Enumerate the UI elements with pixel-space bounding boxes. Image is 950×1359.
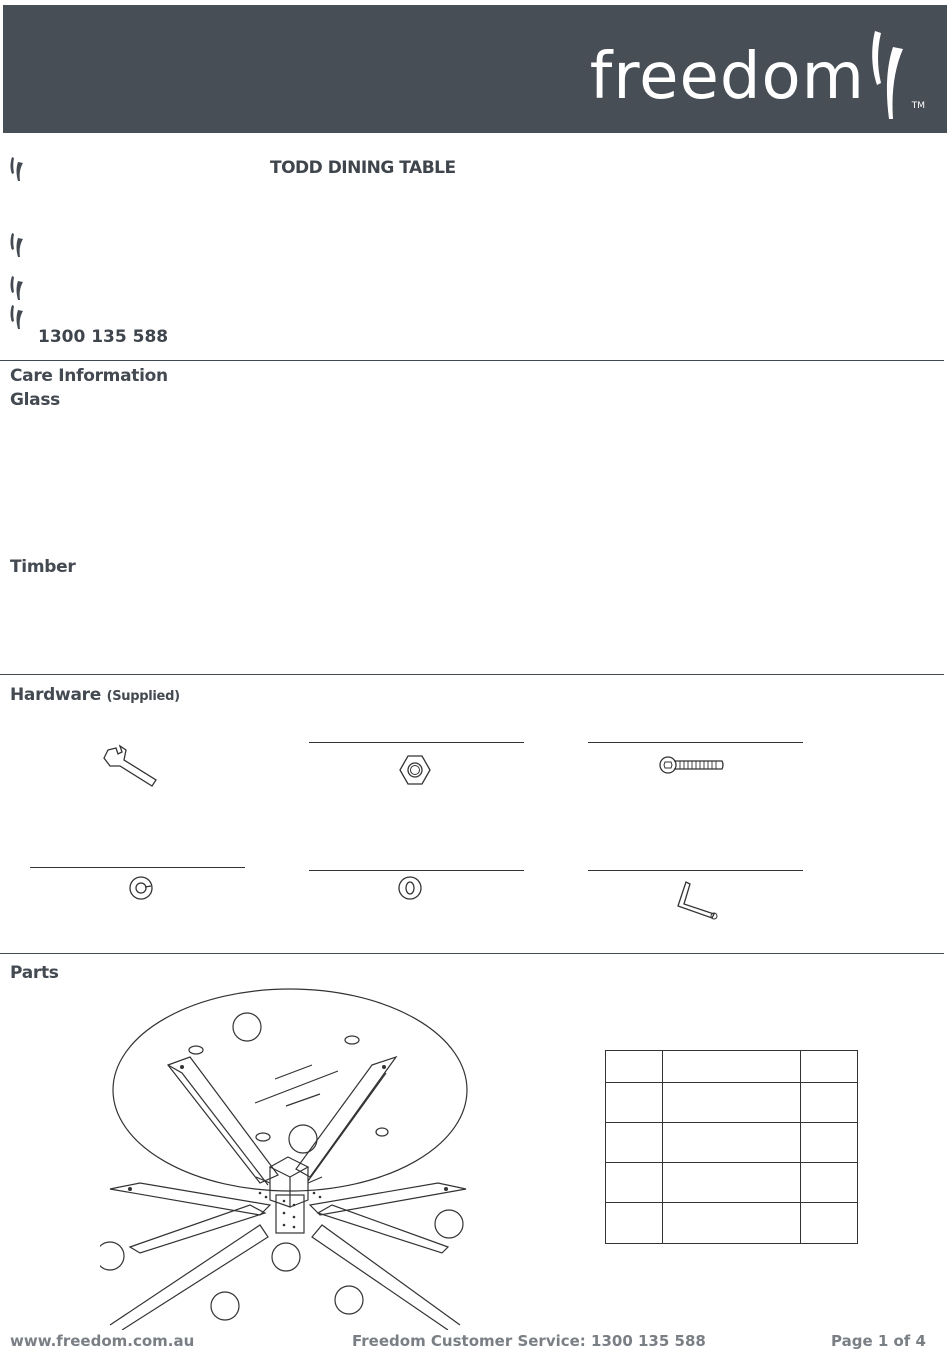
hardware-label-line	[309, 742, 524, 743]
care-heading: Care Information	[10, 366, 168, 386]
spring-washer-icon	[128, 875, 154, 901]
brand-leaf-icon	[869, 27, 915, 123]
table-row	[606, 1203, 858, 1244]
table-row	[606, 1123, 858, 1163]
hardware-label-line	[30, 867, 245, 868]
hardware-label-line	[588, 870, 803, 871]
contact-phone: 1300 135 588	[38, 327, 169, 347]
hex-nut-icon	[398, 754, 432, 788]
hardware-supplied-note: (Supplied)	[106, 689, 180, 704]
section-divider	[0, 953, 944, 954]
trademark-mark: TM	[911, 101, 925, 111]
footer-website-link[interactable]: www.freedom.com.au	[10, 1332, 195, 1350]
hardware-heading-label: Hardware	[10, 685, 101, 705]
leaf-bullet-icon	[9, 304, 25, 330]
table-row	[606, 1083, 858, 1123]
hex-bolt-icon	[658, 754, 726, 776]
section-divider	[0, 674, 944, 675]
leaf-bullet-icon	[9, 156, 25, 182]
spanner-icon	[102, 744, 162, 790]
section-divider	[0, 360, 944, 361]
parts-heading: Parts	[10, 963, 59, 983]
footer-page-number: Page 1 of 4	[831, 1332, 926, 1350]
hardware-label-line	[588, 742, 803, 743]
allen-key-icon	[672, 878, 722, 922]
parts-table	[605, 1050, 858, 1244]
header-banner	[3, 5, 947, 133]
glass-heading: Glass	[10, 390, 60, 410]
hardware-heading	[10, 685, 180, 705]
hardware-label-line	[309, 870, 524, 871]
table-row	[606, 1051, 858, 1083]
leaf-bullet-icon	[9, 232, 25, 258]
timber-heading: Timber	[10, 557, 76, 577]
flat-washer-icon	[397, 875, 423, 901]
product-title: TODD DINING TABLE	[270, 158, 456, 178]
brand-logo-text: freedom	[589, 40, 865, 114]
leaf-bullet-icon	[9, 275, 25, 301]
table-row	[606, 1163, 858, 1203]
footer-customer-service: Freedom Customer Service: 1300 135 588	[352, 1332, 706, 1350]
table-exploded-diagram	[100, 985, 475, 1330]
